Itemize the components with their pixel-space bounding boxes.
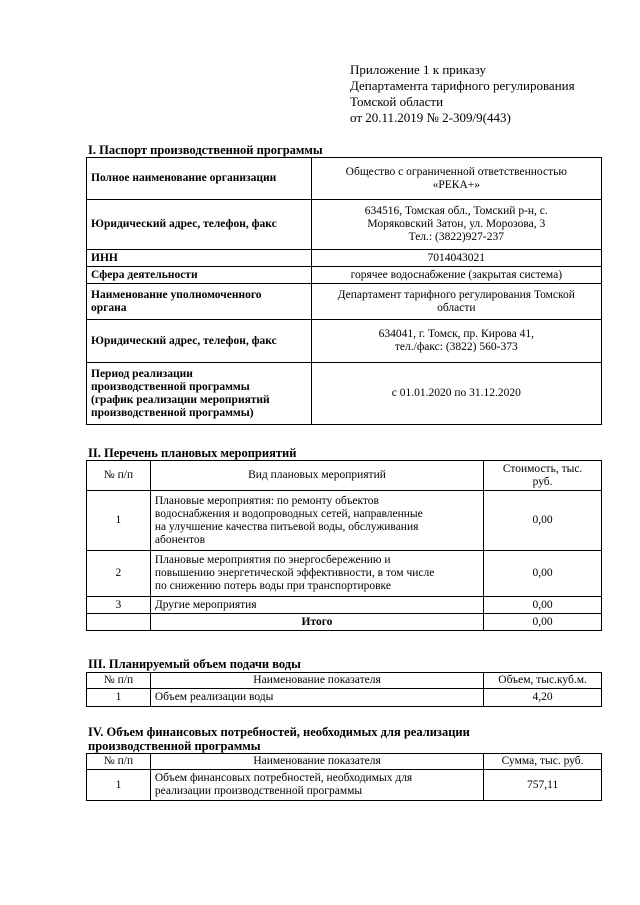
row-name: Объем реализации воды [150, 689, 483, 707]
section-2-title: II. Перечень плановых мероприятий [88, 446, 297, 460]
table-row [87, 551, 602, 597]
row-value: горячее водоснабжение (закрытая система) [311, 267, 601, 284]
header-line-2: Департамента тарифного регулирования [350, 78, 575, 93]
table-row [87, 284, 602, 320]
row-label: Сфера деятельности [87, 267, 312, 284]
row-name: Другие мероприятия [150, 597, 483, 614]
row-num: 2 [87, 551, 151, 597]
row-value: Департамент тарифного регулирования Томской области [311, 284, 601, 320]
table-row [87, 770, 602, 801]
row-cost: 0,00 [484, 597, 602, 614]
col-header-name: Наименование показателя [150, 673, 483, 689]
header-line-1: Приложение 1 к приказу [350, 62, 487, 77]
order-header [350, 62, 575, 126]
row-value: 634516, Томская обл., Томский р-н, с. Моряковский Затон, ул. Морозова, 3 Тел.: (3822)927-237 [311, 200, 601, 250]
section-1-title: I. Паспорт производственной программы [88, 143, 323, 157]
row-label: Наименование уполномоченного органа [87, 284, 312, 320]
col-header-cost: Стоимость, тыс. руб. [484, 461, 602, 491]
water-volume-table [86, 672, 602, 707]
row-name: Объем финансовых потребностей, необходимых для реализации производственной программы [150, 770, 483, 801]
table-row [87, 158, 602, 200]
table-row [87, 491, 602, 551]
row-name: Плановые мероприятия: по ремонту объектов водоснабжения и водопроводных сетей, направленные на улучшение качества питьевой воды, обслуживания абонентов [150, 491, 483, 551]
row-num: 1 [87, 689, 151, 707]
table-header-row [87, 673, 602, 689]
section-3-title: III. Планируемый объем подачи воды [88, 657, 301, 671]
passport-table [86, 157, 602, 425]
table-total-row [87, 614, 602, 631]
row-cost: 0,00 [484, 551, 602, 597]
col-header-num: № п/п [87, 754, 151, 770]
row-name: Плановые мероприятия по энергосбережению и повышению энергетической эффективности, в том числе по снижению потерь воды при транспортировке [150, 551, 483, 597]
table-row [87, 363, 602, 425]
row-label: ИНН [87, 250, 312, 267]
row-num: 1 [87, 491, 151, 551]
col-header-num: № п/п [87, 461, 151, 491]
financial-needs-table [86, 753, 602, 801]
table-header-row [87, 754, 602, 770]
table-row [87, 597, 602, 614]
header-line-4: от 20.11.2019 № 2-309/9(443) [350, 110, 511, 125]
row-value: 634041, г. Томск, пр. Кирова 41, тел./факс: (3822) 560-373 [311, 320, 601, 363]
row-label: Юридический адрес, телефон, факс [87, 200, 312, 250]
row-value: 7014043021 [311, 250, 601, 267]
table-row [87, 267, 602, 284]
row-label: Период реализации производственной программы (график реализации мероприятий производственной программы) [87, 363, 312, 425]
row-value: Общество с ограниченной ответственностью «РЕКА+» [311, 158, 601, 200]
table-row [87, 250, 602, 267]
col-header-value: Сумма, тыс. руб. [484, 754, 602, 770]
total-cost: 0,00 [484, 614, 602, 631]
header-line-3: Томской области [350, 94, 444, 109]
total-empty-cell [87, 614, 151, 631]
row-value: с 01.01.2020 по 31.12.2020 [311, 363, 601, 425]
row-num: 1 [87, 770, 151, 801]
col-header-value: Объем, тыс.куб.м. [484, 673, 602, 689]
col-header-num: № п/п [87, 673, 151, 689]
row-label: Юридический адрес, телефон, факс [87, 320, 312, 363]
activities-table [86, 460, 602, 631]
table-row [87, 200, 602, 250]
row-num: 3 [87, 597, 151, 614]
table-row [87, 689, 602, 707]
col-header-name: Наименование показателя [150, 754, 483, 770]
col-header-name: Вид плановых мероприятий [150, 461, 483, 491]
row-value: 4,20 [484, 689, 602, 707]
table-row [87, 320, 602, 363]
row-value: 757,11 [484, 770, 602, 801]
section-4-title: IV. Объем финансовых потребностей, необходимых для реализации производственной программы [88, 725, 470, 753]
row-cost: 0,00 [484, 491, 602, 551]
total-label: Итого [150, 614, 483, 631]
row-label: Полное наименование организации [87, 158, 312, 200]
table-header-row [87, 461, 602, 491]
